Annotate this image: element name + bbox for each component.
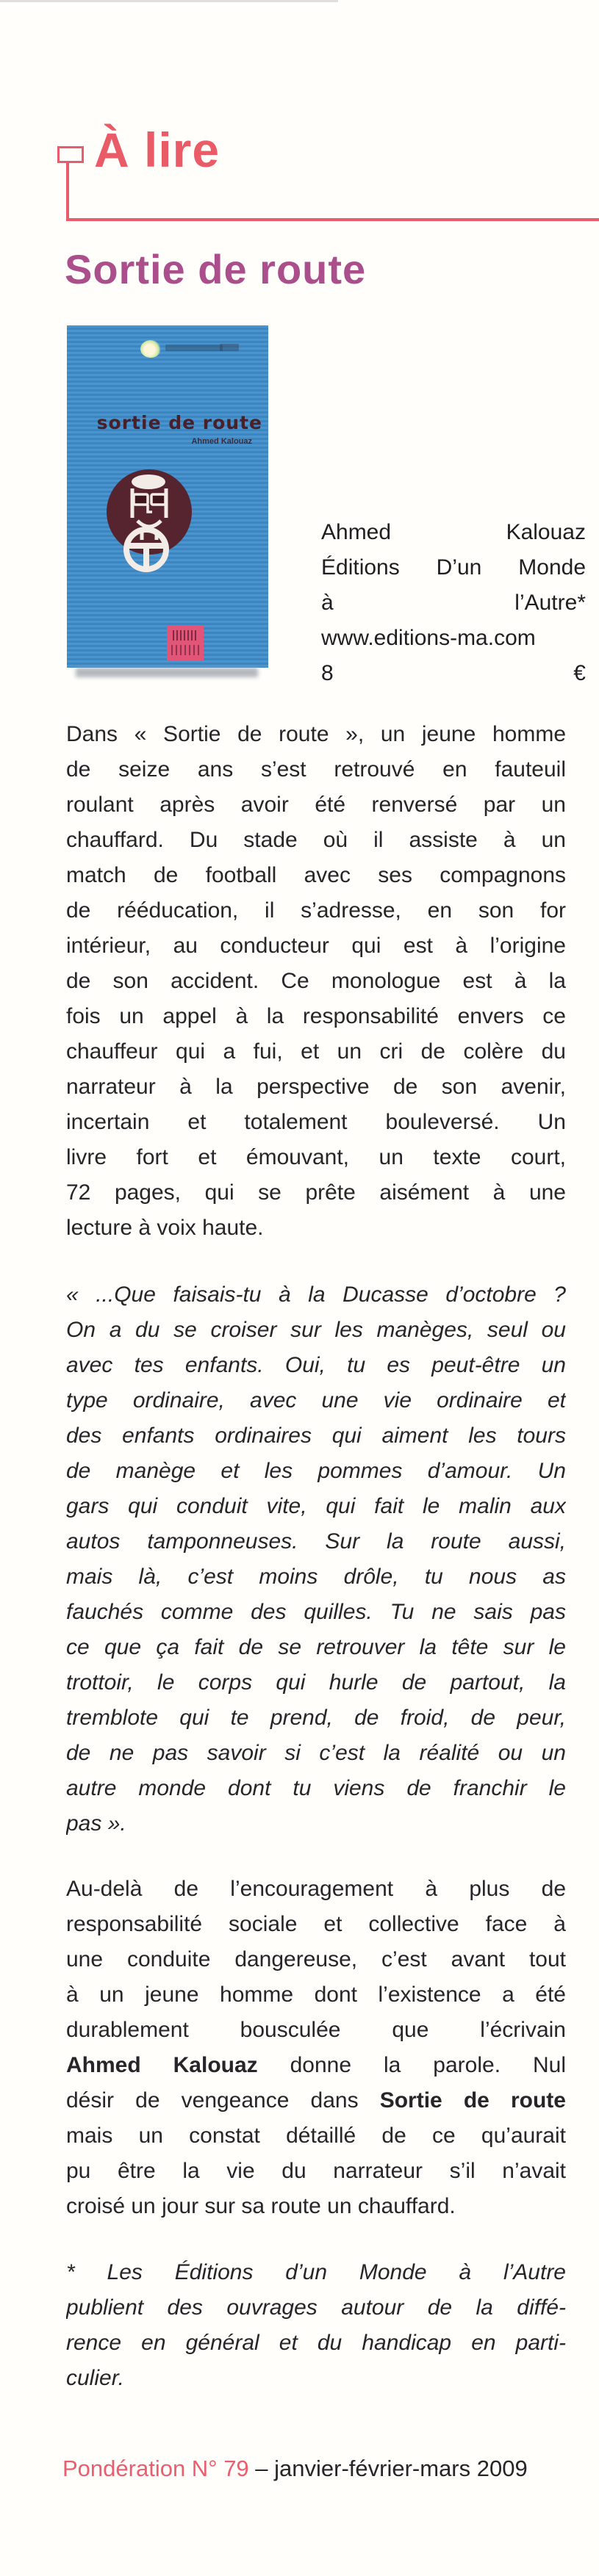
- text-line: culier.: [66, 2366, 124, 2390]
- text-line: à l’Autre*: [321, 591, 586, 615]
- text-line: match de football avec ses compagnons: [66, 863, 566, 887]
- book-info-block: [321, 515, 586, 691]
- text-line: narrateur à la perspective de son avenir,: [66, 1075, 566, 1099]
- book-cover-image: [67, 325, 268, 668]
- text-line: gars qui conduit vite, qui fait le malin aux: [66, 1494, 566, 1518]
- section-rule-horizontal: [66, 218, 599, 221]
- text-line: pu être la vie du narrateur s’il n’avait: [66, 2159, 566, 2183]
- book-quote-paragraph: [66, 1277, 566, 1841]
- text-line: Ahmed Kalouaz: [321, 520, 586, 544]
- review-paragraph-2: [66, 1872, 566, 2224]
- text-line: des enfants ordinaires qui aiment les tours: [66, 1424, 566, 1448]
- text-line: de ne pas savoir si c’est la réalité ou un: [66, 1741, 566, 1765]
- text-line: Au-delà de l’encouragement à plus de: [66, 1877, 566, 1901]
- publisher-footnote: [66, 2255, 566, 2396]
- text-line: croisé un jour sur sa route un chauffard.: [66, 2194, 456, 2218]
- text-line: lecture à voix haute.: [66, 1216, 264, 1240]
- review-paragraph-1: [66, 717, 566, 1246]
- text-line: trottoir, le corps qui hurle de partout, la: [66, 1670, 566, 1695]
- text-line: publient des ouvrages autour de la diffé-: [66, 2295, 566, 2320]
- text-line: autos tamponneuses. Sur la route aussi,: [66, 1529, 566, 1554]
- text-line: avec tes enfants. Oui, tu es peut-être un: [66, 1353, 566, 1377]
- text-line: 72 pages, qui se prête aisément à une: [66, 1180, 566, 1205]
- text-line: incertain et totalement bouleversé. Un: [66, 1110, 566, 1134]
- cover-drop-shadow: [76, 668, 258, 677]
- text-line: responsabilité sociale et collective face à: [66, 1912, 566, 1936]
- text-line: Ahmed Kalouaz donne la parole. Nul: [66, 2053, 566, 2077]
- price-sticker: [167, 626, 204, 661]
- publisher-logo-icon: [140, 340, 161, 358]
- text-line: désir de vengeance dans Sortie de route: [66, 2088, 566, 2113]
- text-line: pas ».: [66, 1811, 126, 1836]
- text-line: www.editions-ma.com: [321, 626, 536, 650]
- text-line: chauffeur qui a fui, et un cri de colère du: [66, 1039, 566, 1064]
- text-line: chauffard. Du stade où il assiste à un: [66, 828, 566, 852]
- sticker-barcode: [171, 645, 199, 655]
- text-line: une conduite dangereuse, c’est avant tout: [66, 1947, 566, 1971]
- text-line: de manège et les pommes d’amour. Un: [66, 1459, 566, 1483]
- text-line: de seize ans s’est retrouvé en fauteuil: [66, 757, 566, 782]
- page-footer: [62, 2451, 528, 2486]
- text-line: « ...Que faisais-tu à la Ducasse d’octobre ?: [66, 1282, 566, 1307]
- footer-issue-label: Pondération N° 79: [62, 2456, 249, 2481]
- text-line: fauchés comme des quilles. Tu ne sais pas: [66, 1600, 566, 1624]
- text-line: mais là, c’est moins drôle, tu nous as: [66, 1565, 566, 1589]
- text-line: rence en général et du handicap en parti-: [66, 2331, 566, 2355]
- text-line: intérieur, au conducteur qui est à l’origine: [66, 934, 566, 958]
- cover-book-author: Ahmed Kalouaz: [191, 437, 252, 446]
- text-line: On a du se croiser sur les manèges, seul ou: [66, 1318, 566, 1342]
- text-line: tremblote qui te prend, de froid, de peur,: [66, 1706, 566, 1730]
- text-line: Éditions D’un Monde: [321, 555, 586, 580]
- publisher-logo-text-blur: [165, 344, 223, 351]
- text-line: 8 €: [321, 661, 586, 685]
- scan-edge-artifact: [0, 0, 338, 2]
- text-line: Dans « Sortie de route », un jeune homme: [66, 722, 566, 746]
- text-line: roulant après avoir été renversé par un: [66, 793, 566, 817]
- text-line: type ordinaire, avec une vie ordinaire et: [66, 1388, 566, 1413]
- sticker-barcode: [173, 630, 198, 641]
- text-line: ce que ça fait de se retrouver la tête sur le: [66, 1635, 566, 1659]
- text-line: mais un constat détaillé de ce qu’aurait: [66, 2124, 566, 2148]
- text-line: durablement bousculée que l’écrivain: [66, 2018, 566, 2042]
- text-line: fois un appel à la responsabilité envers ce: [66, 1004, 566, 1028]
- text-line: livre fort et émouvant, un texte court,: [66, 1145, 566, 1169]
- cover-illustration-driver-icon: [96, 458, 214, 597]
- text-line: à un jeune homme dont l’existence a été: [66, 1982, 566, 2007]
- text-line: de rééducation, il s’adresse, en son for: [66, 898, 566, 923]
- text-line: * Les Éditions d’un Monde à l’Autre: [66, 2260, 566, 2284]
- text-line: autre monde dont tu viens de franchir le: [66, 1776, 566, 1800]
- section-title: À lire: [94, 123, 220, 177]
- text-line: de son accident. Ce monologue est à la: [66, 969, 566, 993]
- footer-date-label: – janvier-février-mars 2009: [248, 2456, 528, 2481]
- cover-book-title: sortie de route: [96, 412, 262, 433]
- article-title: Sortie de route: [65, 246, 367, 292]
- publisher-logo-text-blur: [220, 344, 239, 351]
- section-marker-square: [57, 146, 84, 163]
- section-rule-vertical: [66, 163, 69, 219]
